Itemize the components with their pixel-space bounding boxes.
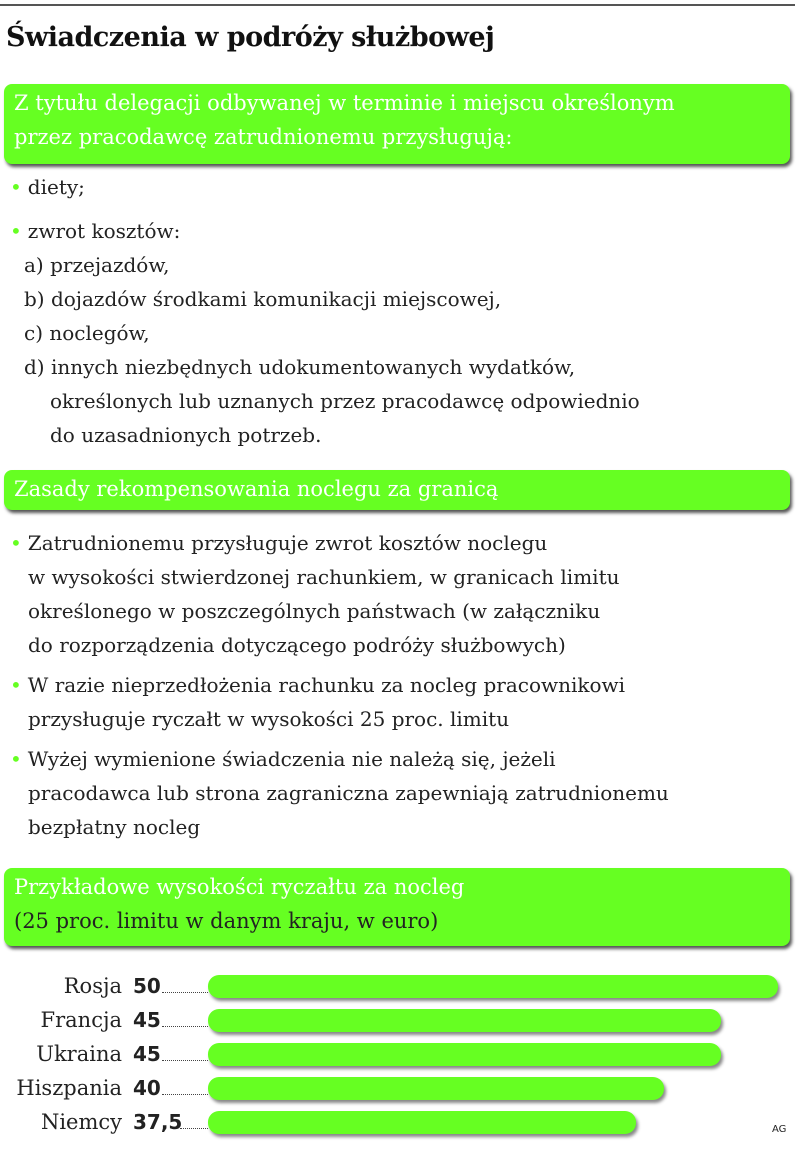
section2-list xyxy=(10,526,669,844)
credit: AG xyxy=(772,1124,787,1135)
paragraph-line: określonego w poszczególnych państwach (w załączniku xyxy=(28,599,601,623)
header-line: Z tytułu delegacji odbywanej w terminie i miejscu określonym xyxy=(14,91,675,115)
bar-row xyxy=(0,1003,805,1037)
bar-row xyxy=(0,969,805,1003)
section1-header xyxy=(4,84,790,164)
paragraph-line: • W razie nieprzedłożenia rachunku za nocleg pracownikowi xyxy=(10,668,669,702)
sub-item: określonych lub uznanych przez pracodawcę odpowiednio xyxy=(50,389,640,413)
paragraph-line: • Wyżej wymienione świadczenia nie należą się, jeżeli xyxy=(10,742,669,776)
paragraph-line: do rozporządzenia dotyczącego podróży służbowych) xyxy=(28,633,566,657)
bar xyxy=(208,1077,664,1100)
value-label: 40 xyxy=(133,1076,161,1100)
leader-dots xyxy=(162,1026,208,1027)
bar xyxy=(208,975,778,998)
value-label: 50 xyxy=(133,974,161,998)
bar xyxy=(208,1043,721,1066)
page-title: Świadczenia w podróży służbowej xyxy=(6,22,495,53)
list-item: • zwrot kosztów: xyxy=(10,214,640,248)
bar-row xyxy=(0,1071,805,1105)
paragraph-line: przysługuje ryczałt w wysokości 25 proc. limitu xyxy=(28,707,510,731)
paragraph-line: • Zatrudnionemu przysługuje zwrot kosztów noclegu xyxy=(10,526,669,560)
sub-item: b) dojazdów środkami komunikacji miejscowej, xyxy=(24,287,502,311)
leader-dots xyxy=(180,1128,208,1129)
sub-item: d) innych niezbędnych udokumentowanych wydatków, xyxy=(24,355,576,379)
top-rule xyxy=(0,4,795,6)
chart-subtitle: (25 proc. limitu w danym kraju, w euro) xyxy=(14,909,439,933)
value-label: 45 xyxy=(133,1008,161,1032)
sub-item: c) noclegów, xyxy=(24,321,150,345)
bar-chart xyxy=(0,965,805,1155)
bar xyxy=(208,1009,721,1032)
bar xyxy=(208,1111,636,1134)
paragraph-line: w wysokości stwierdzonej rachunkiem, w granicach limitu xyxy=(28,565,620,589)
bar-row xyxy=(0,1037,805,1071)
chart-title: Przykładowe wysokości ryczałtu za nocleg xyxy=(14,875,465,899)
header-line: przez pracodawcę zatrudnionemu przysługują: xyxy=(14,125,513,149)
category-label: Ukraina xyxy=(36,1042,122,1066)
section2-header: Zasady rekompensowania noclegu za granicą xyxy=(4,470,790,510)
leader-dots xyxy=(162,1094,208,1095)
leader-dots xyxy=(162,992,208,993)
category-label: Niemcy xyxy=(40,1110,122,1134)
leader-dots xyxy=(162,1060,208,1061)
paragraph-line: bezpłatny nocleg xyxy=(28,815,201,839)
category-label: Francja xyxy=(40,1008,122,1032)
sub-item: do uzasadnionych potrzeb. xyxy=(50,423,322,447)
sub-item: a) przejazdów, xyxy=(24,253,170,277)
category-label: Hiszpania xyxy=(16,1076,122,1100)
chart-header xyxy=(4,868,790,946)
paragraph-line: pracodawca lub strona zagraniczna zapewniają zatrudnionemu xyxy=(28,781,669,805)
section1-list xyxy=(10,170,640,452)
category-label: Rosja xyxy=(63,974,122,998)
value-label: 45 xyxy=(133,1042,161,1066)
list-item: • diety; xyxy=(10,170,640,204)
bar-row xyxy=(0,1105,805,1139)
value-label: 37,5 xyxy=(133,1110,183,1134)
